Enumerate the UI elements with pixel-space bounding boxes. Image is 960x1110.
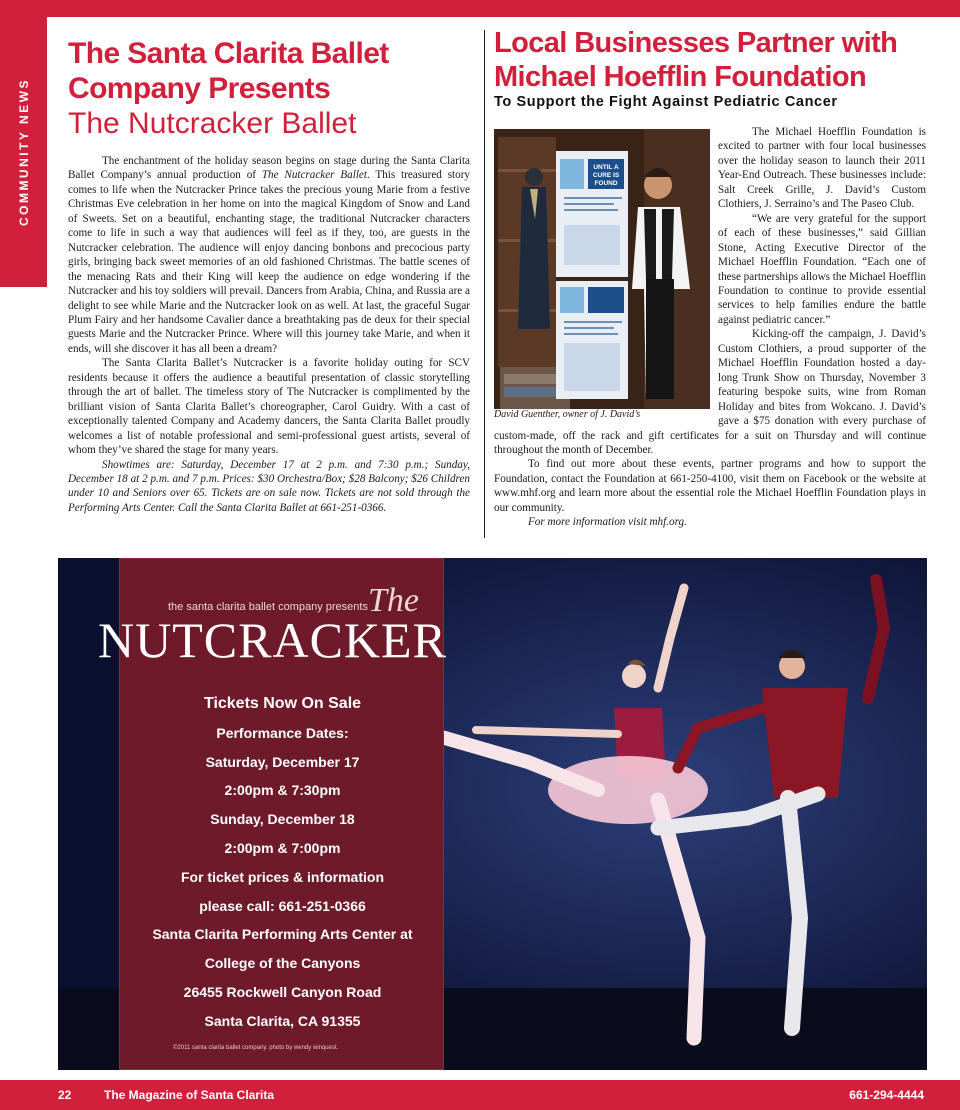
ad-line: Performance Dates: bbox=[216, 724, 349, 741]
ad-ticket-info bbox=[120, 690, 445, 1036]
ad-line: Santa Clarita Performing Arts Center at bbox=[152, 926, 413, 943]
ad-line: Saturday, December 17 bbox=[205, 753, 360, 770]
ad-line: Tickets Now On Sale bbox=[203, 695, 362, 712]
ad-line: 26455 Rockwell Canyon Road bbox=[183, 983, 382, 1000]
left-paragraph-1: The enchantment of the holiday season begins on stage during the Santa Clarita Ballet Company’s annual production of The Nutcracker Ballet. This treasured story comes to life when the Nutcracker Prince takes the precious young Marie from a festive Christmas Eve celebration in her home on into the magical Kingdom of Snow and Land of Sweets. Set on a beautiful, enchanting stage, the traditional Nutcracker characters come to life in such a way that audiences will feel as if they, too, are guests in the Nutcracker celebration. The audience will enjoy dancing bonbons and precocious party girls, bringing back sweet memories of an old fashioned Christmas. The battle scenes of the menacing Rats and their King will keep the audience on edge wondering if the Nutcracker and his toy soldiers will prevail. Dancers from Arabia, China, and Russia are a delight to see while Marie and the Nutcracker look on as well. At last, the graceful Sugar Plum Fairy and her handsome Cavalier dance a breathtaking pas de deux for their special guests Marie and the Nutcracker Prince. Where will this journey take Marie, and when it ends, will she discover it has all been a dream? bbox=[68, 155, 470, 355]
photo-caption: David Guenther, owner of J. David’s bbox=[494, 409, 641, 420]
right-title-line1: Local Businesses Partner with bbox=[494, 27, 898, 59]
section-tab-label: COMMUNITY NEWS bbox=[17, 77, 31, 227]
banner-text-1: UNTIL A bbox=[593, 164, 619, 171]
page-footer bbox=[0, 1080, 960, 1110]
production-title: The Nutcracker Ballet bbox=[261, 169, 367, 182]
ad-line: Sunday, December 18 bbox=[210, 811, 355, 828]
left-article-body bbox=[68, 154, 470, 515]
ad-photo-credit: ©2011 santa clarita ballet company. photo by wendy winquest. bbox=[173, 1045, 339, 1051]
ad-line: Santa Clarita, CA 91355 bbox=[204, 1012, 361, 1029]
right-title-line2: Michael Hoefflin Foundation bbox=[494, 61, 867, 93]
banner-text-3: FOUND bbox=[594, 180, 618, 187]
banner-text-2: CURE IS bbox=[592, 172, 620, 179]
left-subtitle: The Nutcracker Ballet bbox=[68, 107, 357, 140]
left-title-line1: The Santa Clarita Ballet bbox=[68, 37, 389, 70]
ad-line: 2:00pm & 7:30pm bbox=[224, 782, 341, 799]
ad-line: College of the Canyons bbox=[204, 955, 361, 972]
right-article-subtitle: To Support the Fight Against Pediatric Cancer bbox=[494, 94, 838, 110]
footer-phone: 661-294-4444 bbox=[849, 1088, 924, 1102]
ad-line: please call: 661-251-0366 bbox=[199, 897, 366, 914]
right-paragraph-4: To find out more about these events, partner programs and how to support the Foundation, contact the Foundation at 661-250-4100, visit them on Facebook or the website at www.mhf.org and learn more about the essential role the Michael Hoefflin Foundation plays in our community. bbox=[494, 458, 926, 514]
right-article-body bbox=[494, 125, 926, 530]
ad-line: For ticket prices & information bbox=[180, 868, 385, 885]
top-color-bar bbox=[0, 0, 960, 17]
magazine-name: The Magazine of Santa Clarita bbox=[104, 1088, 275, 1102]
column-divider bbox=[484, 30, 485, 538]
owner-photo bbox=[494, 129, 710, 421]
left-paragraph-2: The Santa Clarita Ballet’s Nutcracker is a favorite holiday outing for SCV residents because it offers the audience a beautiful presentation of classic storytelling through the art of ballet. The timeless story of The Nutcracker is complimented by the brilliant vision of Santa Clarita Ballet’s choreographer, Carol Guidry. With a cast of exceptionally talented Company and Academy dancers, the Santa Clarita Ballet proudly welcomes a list of notable professional and semi-professional guest artists, several of whom they’ve shared the stage for many years. bbox=[68, 357, 470, 457]
ad-title: NUTCRACKER bbox=[98, 612, 447, 668]
showtimes-paragraph: Showtimes are: Saturday, December 17 at 2 p.m. and 7:30 p.m.; Sunday, December 18 at 2 p.m. and 7 p.m. Prices: $30 Orchestra/Box; $28 Balcony; $26 Children under 10 and Seniors over 65. Tickets are on sale now. Tickets are not sold through the Performing Arts Center. Call the Santa Clarita Ballet at 661-251-0366. bbox=[68, 458, 470, 514]
ad-kicker: the santa clarita ballet company presents bbox=[168, 601, 368, 613]
right-paragraph-1: The Michael Hoefflin Foundation is excited to partner with four local businesses over the holiday season to launch their 2011 Year-End Outreach. These businesses include: Salt Creek Grille, J. David’s Custom Clothiers, J. Serraino’s and The Paseo Club. bbox=[718, 126, 926, 211]
right-paragraph-5: For more information visit mhf.org. bbox=[528, 516, 687, 529]
right-paragraph-2: “We are very grateful for the support of each of these businesses,” said Gillian Stone, Acting Executive Director of the Michael Hoefflin Foundation. “Each one of these partnerships allows the Michael Hoefflin Foundation to continue to provide essential services to help families endure the battle against pediatric cancer.” bbox=[718, 212, 927, 326]
left-article-headline bbox=[68, 36, 468, 141]
ad-the-script: The bbox=[368, 582, 419, 619]
nutcracker-advertisement bbox=[58, 558, 927, 1070]
page-number: 22 bbox=[58, 1088, 72, 1102]
left-title-line2: Company Presents bbox=[68, 72, 331, 105]
ad-line: 2:00pm & 7:00pm bbox=[224, 839, 341, 856]
right-paragraph-3: Kicking-off the campaign, J. David’s Custom Clothiers, a proud supporter of the Michael Hoefflin Foundation hosted a day-long Trunk Show on Thursday, November 3 featuring bespoke suits, wine from Roman Holiday and bites from Wokcano. J. David’s gave a $75 donation with every purchase of custom-made, off the rack and gift certificates for a suit on Thursday and will continue throughout the month of December. bbox=[494, 328, 926, 456]
section-tab bbox=[0, 17, 47, 287]
store-photo-illustration bbox=[494, 129, 710, 409]
right-article-headline bbox=[494, 26, 934, 94]
